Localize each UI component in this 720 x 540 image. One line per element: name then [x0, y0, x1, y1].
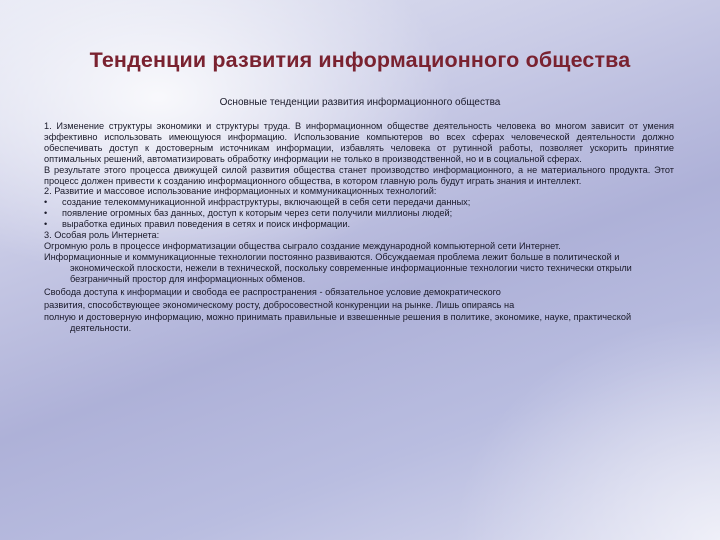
bullet-icon: •	[44, 219, 48, 230]
slide-subtitle: Основные тенденции развития информационного общества	[219, 97, 501, 108]
bullet-icon: •	[44, 208, 48, 219]
paragraph-7: полную и достоверную информацию, можно принимать правильные и взвешенные решения в политике, экономике, науке, практической деятельности.	[44, 312, 632, 334]
list-item	[44, 208, 674, 219]
slide-title: Тенденции развития информационного общества	[89, 48, 631, 72]
paragraph-3: Огромную роль в процессе информатизации общества сыграло создание международной компьютерной сети Интернет.	[44, 240, 561, 251]
paragraph-5: Свобода доступа к информации и свобода ее распространения - обязательное условие демократического	[44, 286, 501, 297]
heading-2: 2. Развитие и массовое использование информационных и коммуникационных технологий:	[44, 186, 437, 197]
paragraph-4: Информационные и коммуникационные технологии постоянно развиваются. Обсуждаемая проблема лежит больше в политической и экономической плоскости, нежели в технической, поскольку современные информационные технологии чисто технически открыли безграничный простор для информационных обменов.	[44, 251, 632, 284]
list-item-text: создание телекоммуникационной инфраструктуры, включающей в себя сети передачи данных;	[62, 197, 471, 208]
list-item	[44, 219, 674, 230]
list-item	[44, 197, 674, 208]
list-item-text: выработка единых правил поведения в сетях и поиск информации.	[62, 219, 351, 230]
paragraph-1: 1. Изменение структуры экономики и структуры труда. В информационном обществе деятельность человека во многом зависит от умения эффективно использовать имеющуюся информацию. Использование компьютеров во всех сферах человеческой деятельности должно обеспечивать доступ к достоверным источникам информации, избавлять человека от рутинной работы, позволяет ускорить принятие оптимальных решений, автоматизировать обработку информации не только в производственной, но и в социальной сферах.	[44, 121, 674, 164]
list-item-text: появление огромных баз данных, доступ к которым через сети получили миллионы людей;	[62, 208, 453, 219]
heading-3: 3. Особая роль Интернета:	[44, 230, 160, 241]
slide-body	[44, 121, 674, 334]
bullet-icon: •	[44, 197, 48, 208]
paragraph-2: В результате этого процесса движущей силой развития общества станет производство информационного, а не материального продукта. Этот процесс должен привести к созданию информационного общества, в котором главную роль будут играть знания и интеллект.	[44, 164, 674, 186]
paragraph-6: развития, способствующее экономическому росту, добросовестной конкуренции на рынке. Лишь опираясь на	[44, 299, 515, 310]
